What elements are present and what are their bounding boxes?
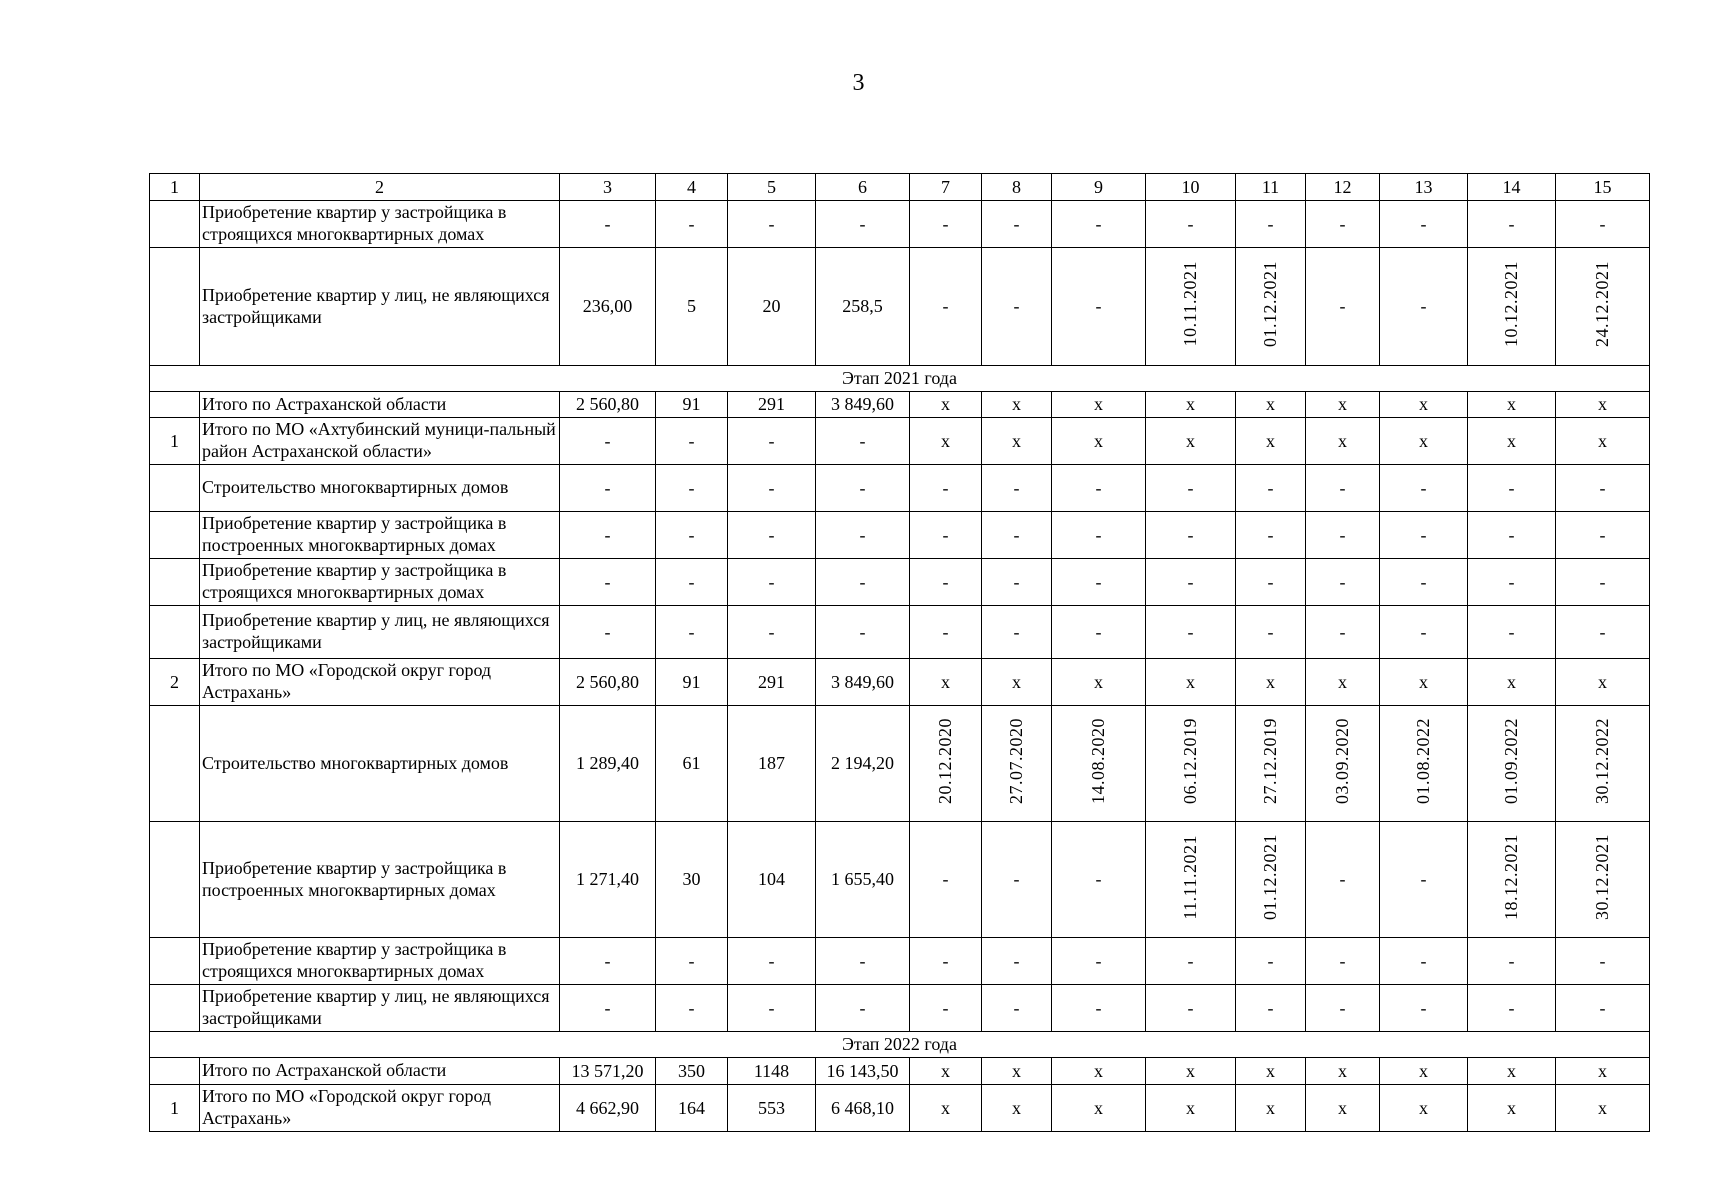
value-cell: x — [1556, 1085, 1650, 1132]
date-cell — [1556, 822, 1650, 938]
row-name: Приобретение квартир у лиц, не являющихся застройщиками — [200, 248, 560, 366]
row-name: Итого по МО «Городской округ город Астрахань» — [200, 659, 560, 706]
value-cell: 2 560,80 — [560, 659, 656, 706]
row-name: Приобретение квартир у лиц, не являющихся застройщиками — [200, 985, 560, 1032]
value-cell: - — [816, 985, 910, 1032]
value-cell: - — [910, 512, 982, 559]
value-cell: - — [982, 512, 1052, 559]
value-cell: 3 849,60 — [816, 392, 910, 418]
value-cell: 2 194,20 — [816, 706, 910, 822]
row-number — [150, 985, 200, 1032]
date-cell — [1468, 822, 1556, 938]
value-cell: - — [656, 465, 728, 512]
value-cell: - — [1306, 606, 1380, 659]
value-cell: - — [982, 465, 1052, 512]
value-cell: - — [1306, 938, 1380, 985]
value-cell: - — [1052, 248, 1146, 366]
date-value: 01.12.2021 — [1260, 261, 1280, 347]
value-cell: - — [1556, 465, 1650, 512]
value-cell: - — [910, 465, 982, 512]
value-cell: 553 — [728, 1085, 816, 1132]
table-row — [150, 418, 1650, 465]
value-cell: - — [1556, 512, 1650, 559]
value-cell: x — [982, 1058, 1052, 1085]
value-cell: - — [1236, 201, 1306, 248]
value-cell: - — [728, 985, 816, 1032]
value-cell: - — [1468, 985, 1556, 1032]
value-cell: x — [1236, 392, 1306, 418]
value-cell: x — [1556, 659, 1650, 706]
value-cell: - — [1236, 606, 1306, 659]
value-cell: x — [1236, 418, 1306, 465]
value-cell: 91 — [656, 659, 728, 706]
row-number — [150, 938, 200, 985]
value-cell: - — [816, 512, 910, 559]
row-number: 1 — [150, 418, 200, 465]
date-value: 27.12.2019 — [1260, 718, 1280, 804]
value-cell: - — [1146, 938, 1236, 985]
table-row — [150, 392, 1650, 418]
value-cell: - — [1146, 559, 1236, 606]
date-value: 01.08.2022 — [1413, 718, 1433, 804]
row-name: Приобретение квартир у застройщика в строящихся многоквартирных домах — [200, 201, 560, 248]
value-cell: - — [910, 201, 982, 248]
value-cell: - — [910, 985, 982, 1032]
value-cell: - — [1468, 938, 1556, 985]
row-name: Приобретение квартир у застройщика в строящихся многоквартирных домах — [200, 559, 560, 606]
value-cell: - — [1236, 465, 1306, 512]
date-value: 06.12.2019 — [1180, 718, 1200, 804]
value-cell: x — [910, 392, 982, 418]
value-cell: - — [560, 606, 656, 659]
value-cell: - — [560, 418, 656, 465]
date-cell — [1380, 706, 1468, 822]
date-cell — [1468, 706, 1556, 822]
value-cell: - — [1052, 512, 1146, 559]
row-number — [150, 248, 200, 366]
value-cell: - — [816, 418, 910, 465]
value-cell: - — [1468, 559, 1556, 606]
value-cell: - — [816, 201, 910, 248]
value-cell: 291 — [728, 392, 816, 418]
column-number-header: 7 — [910, 174, 982, 201]
value-cell: x — [1380, 392, 1468, 418]
header-row — [150, 174, 1650, 201]
date-cell — [1236, 706, 1306, 822]
value-cell: - — [1380, 606, 1468, 659]
value-cell: 5 — [656, 248, 728, 366]
value-cell: x — [910, 418, 982, 465]
row-number: 2 — [150, 659, 200, 706]
date-value: 10.12.2021 — [1501, 261, 1521, 347]
column-number-header: 8 — [982, 174, 1052, 201]
value-cell: - — [1052, 201, 1146, 248]
value-cell: 1 289,40 — [560, 706, 656, 822]
row-number — [150, 201, 200, 248]
value-cell: 187 — [728, 706, 816, 822]
value-cell: - — [982, 822, 1052, 938]
page-number: 3 — [852, 70, 865, 96]
value-cell: x — [1052, 418, 1146, 465]
table-row — [150, 606, 1650, 659]
value-cell: - — [816, 465, 910, 512]
row-name: Строительство многоквартирных домов — [200, 465, 560, 512]
date-value: 24.12.2021 — [1592, 261, 1612, 347]
value-cell: - — [1380, 559, 1468, 606]
date-cell — [1306, 706, 1380, 822]
column-number-header: 13 — [1380, 174, 1468, 201]
row-number — [150, 465, 200, 512]
value-cell: - — [982, 559, 1052, 606]
value-cell: - — [560, 465, 656, 512]
value-cell: - — [1052, 606, 1146, 659]
value-cell: 164 — [656, 1085, 728, 1132]
value-cell: - — [1146, 201, 1236, 248]
value-cell: - — [1468, 606, 1556, 659]
value-cell: - — [1306, 248, 1380, 366]
value-cell: 6 468,10 — [816, 1085, 910, 1132]
row-name: Строительство многоквартирных домов — [200, 706, 560, 822]
value-cell: x — [1468, 1085, 1556, 1132]
value-cell: - — [816, 938, 910, 985]
value-cell: - — [1306, 512, 1380, 559]
value-cell: - — [728, 465, 816, 512]
value-cell: - — [1556, 201, 1650, 248]
date-value: 27.07.2020 — [1006, 718, 1026, 804]
value-cell: - — [728, 938, 816, 985]
value-cell: x — [1556, 418, 1650, 465]
value-cell: - — [560, 512, 656, 559]
value-cell: - — [1380, 248, 1468, 366]
column-number-header: 11 — [1236, 174, 1306, 201]
value-cell: - — [1236, 985, 1306, 1032]
value-cell: - — [656, 559, 728, 606]
stage-title: Этап 2021 года — [150, 366, 1650, 392]
row-number — [150, 559, 200, 606]
value-cell: 291 — [728, 659, 816, 706]
row-number — [150, 512, 200, 559]
stage-row — [150, 1032, 1650, 1058]
value-cell: - — [1306, 985, 1380, 1032]
value-cell: x — [910, 1058, 982, 1085]
row-number — [150, 1058, 200, 1085]
date-cell — [1468, 248, 1556, 366]
value-cell: - — [1380, 822, 1468, 938]
value-cell: - — [982, 938, 1052, 985]
value-cell: - — [1380, 201, 1468, 248]
table-row — [150, 659, 1650, 706]
value-cell: - — [1380, 985, 1468, 1032]
value-cell: x — [1146, 392, 1236, 418]
value-cell: x — [910, 1085, 982, 1132]
date-value: 01.12.2021 — [1260, 834, 1280, 920]
value-cell: x — [1052, 659, 1146, 706]
value-cell: 91 — [656, 392, 728, 418]
value-cell: x — [1306, 659, 1380, 706]
value-cell: x — [1306, 1085, 1380, 1132]
value-cell: x — [982, 392, 1052, 418]
value-cell: x — [1380, 659, 1468, 706]
value-cell: - — [1146, 465, 1236, 512]
value-cell: x — [1146, 659, 1236, 706]
value-cell: 236,00 — [560, 248, 656, 366]
value-cell: - — [1052, 465, 1146, 512]
date-cell — [1556, 248, 1650, 366]
value-cell: - — [1468, 201, 1556, 248]
table-row — [150, 1058, 1650, 1085]
value-cell: 20 — [728, 248, 816, 366]
value-cell: x — [1380, 1085, 1468, 1132]
value-cell: - — [910, 559, 982, 606]
table-row — [150, 201, 1650, 248]
column-number-header: 1 — [150, 174, 200, 201]
value-cell: - — [1146, 512, 1236, 559]
column-number-header: 4 — [656, 174, 728, 201]
value-cell: - — [1380, 938, 1468, 985]
column-number-header: 10 — [1146, 174, 1236, 201]
value-cell: - — [910, 938, 982, 985]
program-table — [149, 173, 1650, 1132]
value-cell: x — [1468, 1058, 1556, 1085]
value-cell: - — [982, 201, 1052, 248]
row-name: Итого по МО «Городской округ город Астрахань» — [200, 1085, 560, 1132]
row-name: Итого по Астраханской области — [200, 392, 560, 418]
row-name: Итого по МО «Ахтубинский муници-пальный район Астраханской области» — [200, 418, 560, 465]
value-cell: - — [1052, 822, 1146, 938]
value-cell: - — [728, 418, 816, 465]
value-cell: - — [1306, 465, 1380, 512]
value-cell: - — [560, 559, 656, 606]
value-cell: - — [1052, 938, 1146, 985]
date-cell — [1052, 706, 1146, 822]
column-number-header: 15 — [1556, 174, 1650, 201]
value-cell: x — [1306, 1058, 1380, 1085]
value-cell: - — [1236, 512, 1306, 559]
value-cell: x — [982, 1085, 1052, 1132]
value-cell: x — [1146, 418, 1236, 465]
value-cell: - — [1146, 606, 1236, 659]
value-cell: - — [656, 938, 728, 985]
value-cell: x — [1556, 392, 1650, 418]
value-cell: - — [816, 559, 910, 606]
value-cell: 13 571,20 — [560, 1058, 656, 1085]
date-value: 11.11.2021 — [1180, 834, 1200, 920]
value-cell: - — [982, 248, 1052, 366]
value-cell: - — [816, 606, 910, 659]
value-cell: - — [560, 201, 656, 248]
value-cell: x — [1236, 1058, 1306, 1085]
value-cell: 104 — [728, 822, 816, 938]
column-number-header: 3 — [560, 174, 656, 201]
date-value: 10.11.2021 — [1180, 261, 1200, 347]
stage-title: Этап 2022 года — [150, 1032, 1650, 1058]
value-cell: x — [1052, 1058, 1146, 1085]
date-cell — [982, 706, 1052, 822]
value-cell: - — [728, 559, 816, 606]
value-cell: - — [1468, 512, 1556, 559]
value-cell: - — [1306, 559, 1380, 606]
date-value: 30.12.2021 — [1592, 834, 1612, 920]
value-cell: - — [910, 606, 982, 659]
value-cell: x — [1468, 418, 1556, 465]
value-cell: 258,5 — [816, 248, 910, 366]
value-cell: 61 — [656, 706, 728, 822]
column-number-header: 6 — [816, 174, 910, 201]
date-cell — [1236, 822, 1306, 938]
table-row — [150, 822, 1650, 938]
value-cell: - — [982, 606, 1052, 659]
value-cell: x — [1146, 1085, 1236, 1132]
value-cell: x — [1380, 418, 1468, 465]
value-cell: - — [560, 985, 656, 1032]
value-cell: x — [1556, 1058, 1650, 1085]
column-number-header: 9 — [1052, 174, 1146, 201]
date-cell — [910, 706, 982, 822]
value-cell: - — [1556, 985, 1650, 1032]
value-cell: - — [1556, 606, 1650, 659]
row-name: Итого по Астраханской области — [200, 1058, 560, 1085]
value-cell: 1148 — [728, 1058, 816, 1085]
stage-row — [150, 366, 1650, 392]
table-row — [150, 706, 1650, 822]
value-cell: x — [1236, 1085, 1306, 1132]
value-cell: 1 655,40 — [816, 822, 910, 938]
row-number — [150, 606, 200, 659]
date-cell — [1556, 706, 1650, 822]
value-cell: x — [1052, 392, 1146, 418]
value-cell: x — [1306, 392, 1380, 418]
value-cell: - — [560, 938, 656, 985]
date-cell — [1146, 248, 1236, 366]
value-cell: - — [1236, 938, 1306, 985]
table-row — [150, 559, 1650, 606]
date-cell — [1236, 248, 1306, 366]
row-number: 1 — [150, 1085, 200, 1132]
value-cell: - — [1052, 985, 1146, 1032]
row-number — [150, 392, 200, 418]
value-cell: - — [1556, 938, 1650, 985]
value-cell: - — [728, 606, 816, 659]
table-row — [150, 512, 1650, 559]
row-name: Приобретение квартир у застройщика в построенных многоквартирных домах — [200, 822, 560, 938]
value-cell: - — [656, 418, 728, 465]
value-cell: 350 — [656, 1058, 728, 1085]
value-cell: - — [910, 822, 982, 938]
value-cell: - — [1146, 985, 1236, 1032]
value-cell: x — [982, 418, 1052, 465]
row-name: Приобретение квартир у застройщика в построенных многоквартирных домах — [200, 512, 560, 559]
value-cell: - — [1236, 559, 1306, 606]
row-name: Приобретение квартир у лиц, не являющихся застройщиками — [200, 606, 560, 659]
value-cell: - — [1468, 465, 1556, 512]
value-cell: - — [656, 985, 728, 1032]
value-cell: 2 560,80 — [560, 392, 656, 418]
table-row — [150, 985, 1650, 1032]
table-row — [150, 938, 1650, 985]
row-name: Приобретение квартир у застройщика в строящихся многоквартирных домах — [200, 938, 560, 985]
value-cell: - — [1052, 559, 1146, 606]
value-cell: x — [1468, 392, 1556, 418]
value-cell: x — [910, 659, 982, 706]
value-cell: - — [1306, 201, 1380, 248]
date-value: 14.08.2020 — [1088, 718, 1108, 804]
table-row — [150, 1085, 1650, 1132]
date-value: 30.12.2022 — [1592, 718, 1612, 804]
value-cell: - — [982, 985, 1052, 1032]
value-cell: - — [728, 201, 816, 248]
value-cell: 3 849,60 — [816, 659, 910, 706]
value-cell: 1 271,40 — [560, 822, 656, 938]
row-number — [150, 706, 200, 822]
value-cell: - — [728, 512, 816, 559]
date-value: 18.12.2021 — [1501, 834, 1521, 920]
value-cell: - — [910, 248, 982, 366]
value-cell: - — [656, 201, 728, 248]
value-cell: 16 143,50 — [816, 1058, 910, 1085]
table-row — [150, 248, 1650, 366]
value-cell: 30 — [656, 822, 728, 938]
value-cell: - — [1556, 559, 1650, 606]
date-value: 03.09.2020 — [1332, 718, 1352, 804]
value-cell: 4 662,90 — [560, 1085, 656, 1132]
value-cell: - — [656, 606, 728, 659]
value-cell: x — [1052, 1085, 1146, 1132]
value-cell: x — [1468, 659, 1556, 706]
column-number-header: 5 — [728, 174, 816, 201]
value-cell: x — [1306, 418, 1380, 465]
date-value: 01.09.2022 — [1501, 718, 1521, 804]
value-cell: - — [1380, 512, 1468, 559]
row-number — [150, 822, 200, 938]
column-number-header: 2 — [200, 174, 560, 201]
value-cell: x — [1236, 659, 1306, 706]
value-cell: - — [656, 512, 728, 559]
column-number-header: 14 — [1468, 174, 1556, 201]
value-cell: x — [1380, 1058, 1468, 1085]
value-cell: - — [1380, 465, 1468, 512]
date-value: 20.12.2020 — [935, 718, 955, 804]
date-cell — [1146, 706, 1236, 822]
date-cell — [1146, 822, 1236, 938]
value-cell: x — [1146, 1058, 1236, 1085]
value-cell: x — [982, 659, 1052, 706]
value-cell: - — [1306, 822, 1380, 938]
column-number-header: 12 — [1306, 174, 1380, 201]
table-row — [150, 465, 1650, 512]
